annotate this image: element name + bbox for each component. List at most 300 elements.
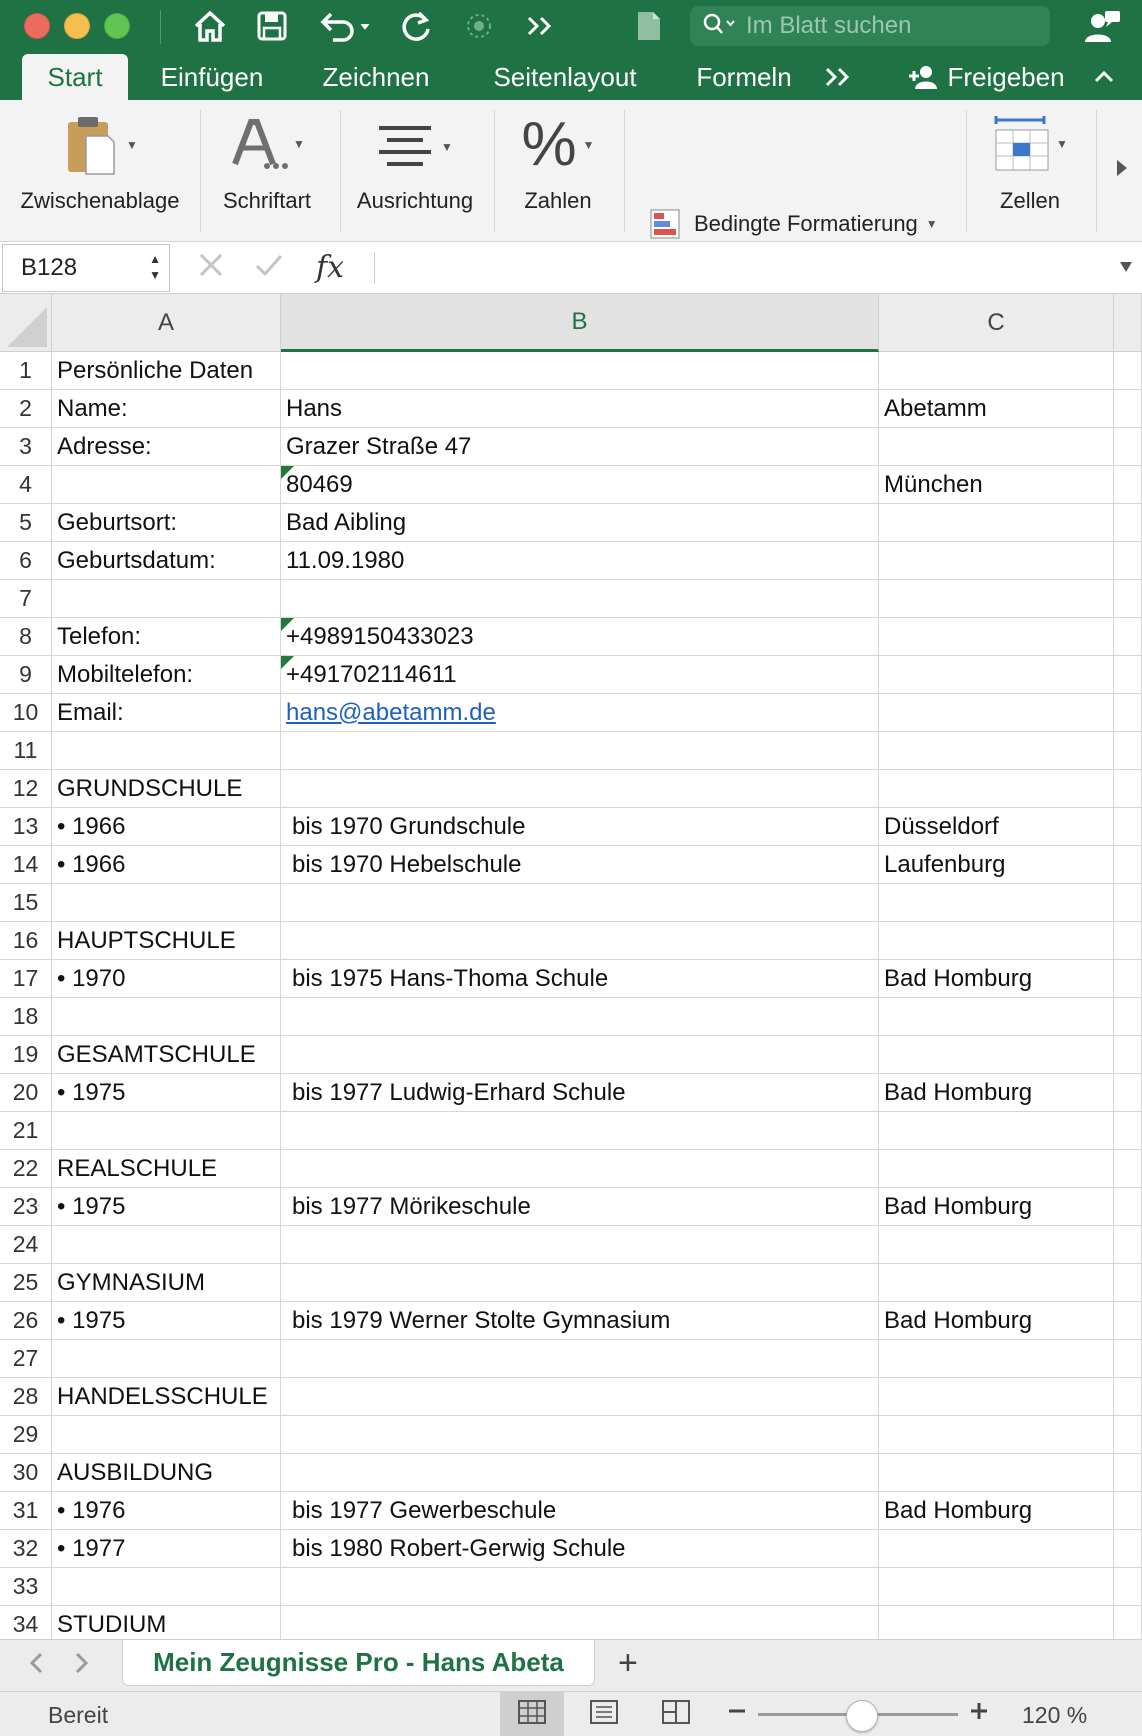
table-row — [0, 1454, 1142, 1492]
row-header[interactable]: 10 — [0, 694, 52, 732]
cell-b[interactable] — [281, 998, 879, 1036]
cell-a[interactable] — [52, 1416, 281, 1454]
cell-d[interactable] — [1114, 1454, 1142, 1492]
table-row — [0, 352, 1142, 390]
table-row — [0, 770, 1142, 808]
cell-b[interactable] — [281, 770, 879, 808]
cell-d[interactable] — [1114, 1150, 1142, 1188]
cell-b[interactable] — [281, 1568, 879, 1606]
row-header[interactable]: 26 — [0, 1302, 52, 1340]
cell-d[interactable] — [1114, 1226, 1142, 1264]
cell-d[interactable] — [1114, 770, 1142, 808]
cell-b[interactable] — [281, 1530, 879, 1568]
tab-start[interactable]: Start — [22, 54, 128, 100]
cell-b[interactable] — [281, 1036, 879, 1074]
tab-seitenlayout[interactable]: Seitenlayout — [493, 61, 637, 92]
cell-c[interactable] — [879, 884, 1114, 922]
cell-a[interactable] — [52, 694, 281, 732]
cell-d[interactable] — [1114, 504, 1142, 542]
cell-c[interactable] — [879, 1378, 1114, 1416]
cell-b[interactable] — [281, 504, 879, 542]
table-row — [0, 1036, 1142, 1074]
conditional-formatting-button[interactable]: Bedingte Formatierung ▼ — [650, 204, 938, 244]
cell-c[interactable] — [879, 390, 1114, 428]
cell-d[interactable] — [1114, 466, 1142, 504]
cell-text: bis 1975 Hans-Thoma Schule — [292, 964, 609, 992]
cell-b[interactable] — [281, 1302, 879, 1340]
insert-function-button[interactable]: fx — [316, 250, 345, 285]
table-row — [0, 542, 1142, 580]
cell-a[interactable] — [52, 352, 281, 390]
cell-text: GESAMTSCHULE — [57, 1040, 256, 1068]
toolbar-divider — [160, 10, 161, 44]
alignment-group[interactable] — [344, 100, 486, 242]
search-placeholder: Im Blatt suchen — [746, 12, 912, 39]
page-break-icon — [662, 1700, 690, 1729]
cell-text: Bad Aibling — [286, 508, 407, 536]
cell-text: • 1966 — [57, 812, 126, 840]
cell-c[interactable] — [879, 1606, 1114, 1639]
cell-c[interactable] — [879, 1150, 1114, 1188]
minimize-window-button[interactable] — [64, 13, 90, 39]
table-row — [0, 1226, 1142, 1264]
clipboard-group[interactable] — [8, 100, 192, 242]
cell-b[interactable] — [281, 580, 879, 618]
font-icon: ▼ — [229, 114, 305, 174]
cell-a[interactable] — [52, 466, 281, 504]
select-all-button[interactable] — [0, 294, 52, 352]
cell-b[interactable] — [281, 732, 879, 770]
row-header[interactable]: 23 — [0, 1188, 52, 1226]
cell-a[interactable] — [52, 1606, 281, 1639]
more-commands-icon[interactable] — [520, 6, 560, 46]
table-row — [0, 1492, 1142, 1530]
ribbon-divider — [200, 110, 201, 232]
cell-b[interactable] — [281, 1454, 879, 1492]
row-header[interactable]: 30 — [0, 1454, 52, 1492]
formula-input[interactable] — [380, 248, 1080, 288]
cell-a[interactable] — [52, 1454, 281, 1492]
conditional-formatting-label: Bedingte Formatierung — [694, 211, 918, 236]
page-break-view-button[interactable] — [644, 1692, 708, 1736]
sheet-search-box[interactable] — [690, 6, 1050, 46]
cell-a[interactable] — [52, 504, 281, 542]
cell-a[interactable] — [52, 1492, 281, 1530]
cell-d[interactable] — [1114, 1492, 1142, 1530]
cell-a[interactable] — [52, 808, 281, 846]
cell-a[interactable] — [52, 1112, 281, 1150]
table-row — [0, 466, 1142, 504]
row-header[interactable]: 18 — [0, 998, 52, 1036]
sheet-tab-active[interactable]: Mein Zeugnisse Pro - Hans Abeta — [122, 1640, 595, 1686]
cell-d[interactable] — [1114, 1188, 1142, 1226]
cell-c[interactable] — [879, 542, 1114, 580]
cell-c[interactable] — [879, 1340, 1114, 1378]
row-header[interactable]: 29 — [0, 1416, 52, 1454]
cell-b[interactable] — [281, 1340, 879, 1378]
email-link[interactable] — [281, 694, 879, 732]
cell-b[interactable] — [281, 884, 879, 922]
zoom-in-button[interactable] — [968, 1696, 990, 1734]
cell-text: Email: — [57, 698, 124, 726]
formula-divider — [374, 252, 375, 284]
cell-text: Telefon: — [57, 622, 142, 650]
cell-b[interactable] — [281, 1378, 879, 1416]
cell-c[interactable] — [879, 1112, 1114, 1150]
row-header[interactable]: 25 — [0, 1264, 52, 1302]
cell-b[interactable] — [281, 1264, 879, 1302]
cell-d[interactable] — [1114, 656, 1142, 694]
cell-b[interactable] — [281, 466, 879, 504]
row-header[interactable]: 11 — [0, 732, 52, 770]
cell-c[interactable] — [879, 846, 1114, 884]
cell-a[interactable] — [52, 542, 281, 580]
cell-d[interactable] — [1114, 1302, 1142, 1340]
row-header[interactable]: 3 — [0, 428, 52, 466]
cell-text: Mobiltelefon: — [57, 660, 194, 688]
cell-b[interactable] — [281, 846, 879, 884]
cell-d[interactable] — [1114, 998, 1142, 1036]
row-header[interactable]: 33 — [0, 1568, 52, 1606]
cell-a[interactable] — [52, 1188, 281, 1226]
cell-d[interactable] — [1114, 808, 1142, 846]
row-header[interactable]: 16 — [0, 922, 52, 960]
cell-a[interactable] — [52, 998, 281, 1036]
cell-a[interactable] — [52, 656, 281, 694]
row-header[interactable]: 14 — [0, 846, 52, 884]
number-as-text-warning-icon[interactable] — [281, 618, 294, 631]
formula-bar — [0, 242, 1142, 294]
cell-a[interactable] — [52, 1568, 281, 1606]
column-header-b[interactable]: B — [281, 294, 879, 352]
ribbon-divider — [966, 110, 967, 232]
cell-a[interactable] — [52, 428, 281, 466]
table-row — [0, 1188, 1142, 1226]
cell-c[interactable] — [879, 808, 1114, 846]
tab-formeln[interactable]: Formeln — [696, 61, 792, 92]
row-header[interactable]: 15 — [0, 884, 52, 922]
cells-group[interactable] — [972, 100, 1088, 242]
normal-view-button[interactable] — [500, 1692, 564, 1736]
row-header[interactable]: 4 — [0, 466, 52, 504]
cell-text: GYMNASIUM — [57, 1268, 206, 1296]
ribbon-scroll-right-icon[interactable] — [1114, 158, 1130, 183]
cell-text: • 1975 — [57, 1192, 126, 1220]
cell-c[interactable] — [879, 466, 1114, 504]
table-row — [0, 1378, 1142, 1416]
cell-text: 80469 — [286, 470, 353, 498]
cell-b[interactable] — [281, 428, 879, 466]
expand-formula-bar-icon[interactable] — [1118, 260, 1134, 279]
cell-a[interactable] — [52, 922, 281, 960]
column-header-d[interactable] — [1114, 294, 1142, 352]
cell-a[interactable] — [52, 1074, 281, 1112]
cell-a[interactable] — [52, 1378, 281, 1416]
cell-text: +491702114611 — [286, 660, 457, 688]
cell-b[interactable] — [281, 618, 879, 656]
cell-d[interactable] — [1114, 1378, 1142, 1416]
cell-c[interactable] — [879, 428, 1114, 466]
next-sheet-icon[interactable] — [74, 1652, 90, 1680]
cell-c[interactable] — [879, 1226, 1114, 1264]
cell-text: AUSBILDUNG — [57, 1458, 214, 1486]
cell-a[interactable] — [52, 1530, 281, 1568]
cell-text: STUDIUM — [57, 1610, 167, 1638]
row-header[interactable]: 8 — [0, 618, 52, 656]
cell-b[interactable] — [281, 656, 879, 694]
table-row — [0, 428, 1142, 466]
tab-zeichnen[interactable]: Zeichnen — [322, 61, 430, 92]
maximize-window-button[interactable] — [104, 13, 130, 39]
cell-c[interactable] — [879, 770, 1114, 808]
ribbon-start — [0, 100, 1142, 242]
table-row — [0, 884, 1142, 922]
table-row — [0, 656, 1142, 694]
ribbon-divider — [494, 110, 495, 232]
cell-b[interactable] — [281, 960, 879, 998]
cell-b[interactable] — [281, 542, 879, 580]
cell-a[interactable] — [52, 846, 281, 884]
row-header[interactable]: 13 — [0, 808, 52, 846]
spreadsheet-grid[interactable] — [0, 294, 1142, 1639]
cell-d[interactable] — [1114, 1264, 1142, 1302]
cell-b[interactable] — [281, 1074, 879, 1112]
redo-icon[interactable] — [396, 6, 436, 46]
cell-text: bis 1977 Ludwig-Erhard Schule — [292, 1078, 626, 1106]
grid-view-icon — [518, 1700, 546, 1729]
cell-d[interactable] — [1114, 1074, 1142, 1112]
cell-d[interactable] — [1114, 352, 1142, 390]
row-header[interactable]: 28 — [0, 1378, 52, 1416]
cell-d[interactable] — [1114, 1606, 1142, 1639]
cell-text: hans@abetamm.de — [286, 698, 496, 726]
cell-text: Geburtsort: — [57, 508, 178, 536]
cell-text: bis 1977 Mörikeschule — [292, 1192, 531, 1220]
cell-c[interactable] — [879, 1188, 1114, 1226]
cell-text: +4989150433023 — [286, 622, 474, 650]
cell-a[interactable] — [52, 618, 281, 656]
cell-d[interactable] — [1114, 1530, 1142, 1568]
table-row — [0, 580, 1142, 618]
cell-text: Geburtsdatum: — [57, 546, 216, 574]
account-icon[interactable] — [1080, 6, 1124, 46]
table-row — [0, 1340, 1142, 1378]
cell-c[interactable] — [879, 1568, 1114, 1606]
row-header[interactable]: 9 — [0, 656, 52, 694]
cell-b[interactable] — [281, 390, 879, 428]
row-header[interactable]: 22 — [0, 1150, 52, 1188]
table-row — [0, 1112, 1142, 1150]
cell-c[interactable] — [879, 656, 1114, 694]
cell-text: Name: — [57, 394, 128, 422]
cell-text: bis 1977 Gewerbeschule — [292, 1496, 557, 1524]
cell-b[interactable] — [281, 1150, 879, 1188]
cell-a[interactable] — [52, 1302, 281, 1340]
cell-d[interactable] — [1114, 1568, 1142, 1606]
column-header-c[interactable]: C — [879, 294, 1114, 352]
cell-d[interactable] — [1114, 580, 1142, 618]
cell-d[interactable] — [1114, 922, 1142, 960]
row-header[interactable]: 2 — [0, 390, 52, 428]
ribbon-divider — [624, 110, 625, 232]
confirm-edit-icon[interactable] — [254, 250, 284, 288]
row-header[interactable]: 20 — [0, 1074, 52, 1112]
table-row — [0, 732, 1142, 770]
row-header[interactable]: 24 — [0, 1226, 52, 1264]
cell-text: Abetamm — [884, 394, 987, 422]
cancel-edit-icon[interactable] — [196, 250, 226, 288]
cell-b[interactable] — [281, 922, 879, 960]
cell-c[interactable] — [879, 1264, 1114, 1302]
number-as-text-warning-icon[interactable] — [281, 466, 294, 479]
row-header[interactable]: 5 — [0, 504, 52, 542]
cell-text: bis 1970 Grundschule — [292, 812, 526, 840]
cell-d[interactable] — [1114, 694, 1142, 732]
row-header[interactable]: 19 — [0, 1036, 52, 1074]
home-icon[interactable] — [190, 6, 230, 46]
cell-d[interactable] — [1114, 618, 1142, 656]
cell-b[interactable] — [281, 1492, 879, 1530]
row-header[interactable]: 7 — [0, 580, 52, 618]
tab-einfuegen[interactable]: Einfügen — [160, 61, 264, 92]
cell-c[interactable] — [879, 694, 1114, 732]
close-window-button[interactable] — [24, 13, 50, 39]
cell-b[interactable] — [281, 1226, 879, 1264]
cell-c[interactable] — [879, 998, 1114, 1036]
more-tabs-icon[interactable] — [818, 54, 858, 100]
table-row — [0, 846, 1142, 884]
cell-a[interactable] — [52, 1340, 281, 1378]
cell-b[interactable] — [281, 1606, 879, 1639]
cell-d[interactable] — [1114, 1340, 1142, 1378]
cell-c[interactable] — [879, 732, 1114, 770]
search-icon — [702, 12, 736, 41]
cell-a[interactable] — [52, 1226, 281, 1264]
document-icon[interactable] — [632, 6, 666, 46]
row-header[interactable]: 32 — [0, 1530, 52, 1568]
cell-text: Bad Homburg — [884, 1192, 1033, 1220]
row-header[interactable]: 6 — [0, 542, 52, 580]
share-button[interactable] — [898, 54, 1074, 100]
autosave-icon[interactable] — [462, 6, 496, 46]
cell-text: Bad Homburg — [884, 1496, 1033, 1524]
cell-c[interactable] — [879, 1074, 1114, 1112]
share-label: Freigeben — [947, 61, 1065, 92]
row-header[interactable]: 21 — [0, 1112, 52, 1150]
cell-a[interactable] — [52, 732, 281, 770]
cell-text: HAUPTSCHULE — [57, 926, 236, 954]
cells-label: Zellen — [1000, 188, 1060, 213]
cell-b[interactable] — [281, 1416, 879, 1454]
table-row — [0, 1264, 1142, 1302]
cell-text: Laufenburg — [884, 850, 1006, 878]
cell-c[interactable] — [879, 580, 1114, 618]
cell-c[interactable] — [879, 1036, 1114, 1074]
row-header[interactable]: 12 — [0, 770, 52, 808]
status-ready: Bereit — [48, 1702, 109, 1728]
zoom-out-button[interactable] — [726, 1696, 748, 1734]
cell-a[interactable] — [52, 390, 281, 428]
cell-d[interactable] — [1114, 542, 1142, 580]
cell-d[interactable] — [1114, 960, 1142, 998]
cell-a[interactable] — [52, 884, 281, 922]
cell-d[interactable] — [1114, 1036, 1142, 1074]
zoom-level[interactable]: 120 % — [1022, 1702, 1088, 1728]
font-group[interactable] — [204, 100, 330, 242]
cell-a[interactable] — [52, 1150, 281, 1188]
table-row — [0, 1568, 1142, 1606]
cell-b[interactable] — [281, 1112, 879, 1150]
cell-a[interactable] — [52, 960, 281, 998]
save-icon[interactable] — [252, 6, 292, 46]
number-as-text-warning-icon[interactable] — [281, 656, 294, 669]
cell-b[interactable] — [281, 808, 879, 846]
undo-icon[interactable] — [316, 6, 376, 46]
cell-d[interactable] — [1114, 1416, 1142, 1454]
cell-c[interactable] — [879, 618, 1114, 656]
row-header[interactable]: 27 — [0, 1340, 52, 1378]
ribbon-divider — [1096, 110, 1097, 232]
row-header[interactable]: 17 — [0, 960, 52, 998]
cell-text: München — [884, 470, 983, 498]
cell-text: • 1977 — [57, 1534, 126, 1562]
cell-d[interactable] — [1114, 846, 1142, 884]
cell-a[interactable] — [52, 1036, 281, 1074]
cell-text: Adresse: — [57, 432, 152, 460]
cell-c[interactable] — [879, 1530, 1114, 1568]
cell-b[interactable] — [281, 352, 879, 390]
cell-a[interactable] — [52, 770, 281, 808]
name-box[interactable] — [2, 244, 170, 292]
cell-text: • 1970 — [57, 964, 126, 992]
cell-d[interactable] — [1114, 390, 1142, 428]
row-header[interactable]: 1 — [0, 352, 52, 390]
zoom-slider-handle[interactable] — [846, 1700, 878, 1732]
cell-c[interactable] — [879, 352, 1114, 390]
cell-c[interactable] — [879, 1302, 1114, 1340]
row-header[interactable]: 34 — [0, 1606, 52, 1639]
add-sheet-button[interactable]: + — [618, 1644, 638, 1682]
table-row — [0, 1416, 1142, 1454]
name-box-stepper-icon[interactable]: ▲ ▼ — [149, 252, 161, 282]
cell-c[interactable] — [879, 1454, 1114, 1492]
number-group[interactable] — [498, 100, 618, 242]
cell-a[interactable] — [52, 580, 281, 618]
table-row — [0, 1302, 1142, 1340]
cell-b[interactable] — [281, 1188, 879, 1226]
alignment-label: Ausrichtung — [356, 188, 474, 213]
cell-text: • 1976 — [57, 1496, 126, 1524]
status-bar — [0, 1691, 1142, 1736]
cell-d[interactable] — [1114, 732, 1142, 770]
collapse-ribbon-icon[interactable] — [1084, 54, 1124, 100]
cell-c[interactable] — [879, 1416, 1114, 1454]
cell-c[interactable] — [879, 1492, 1114, 1530]
cell-c[interactable] — [879, 504, 1114, 542]
cell-c[interactable] — [879, 922, 1114, 960]
column-header-a[interactable]: A — [52, 294, 281, 352]
table-row — [0, 618, 1142, 656]
cell-a[interactable] — [52, 1264, 281, 1302]
cell-text: REALSCHULE — [57, 1154, 218, 1182]
page-layout-view-button[interactable] — [572, 1692, 636, 1736]
cell-d[interactable] — [1114, 884, 1142, 922]
cell-c[interactable] — [879, 960, 1114, 998]
cell-d[interactable] — [1114, 428, 1142, 466]
previous-sheet-icon[interactable] — [28, 1652, 44, 1680]
row-header[interactable]: 31 — [0, 1492, 52, 1530]
cell-d[interactable] — [1114, 1112, 1142, 1150]
